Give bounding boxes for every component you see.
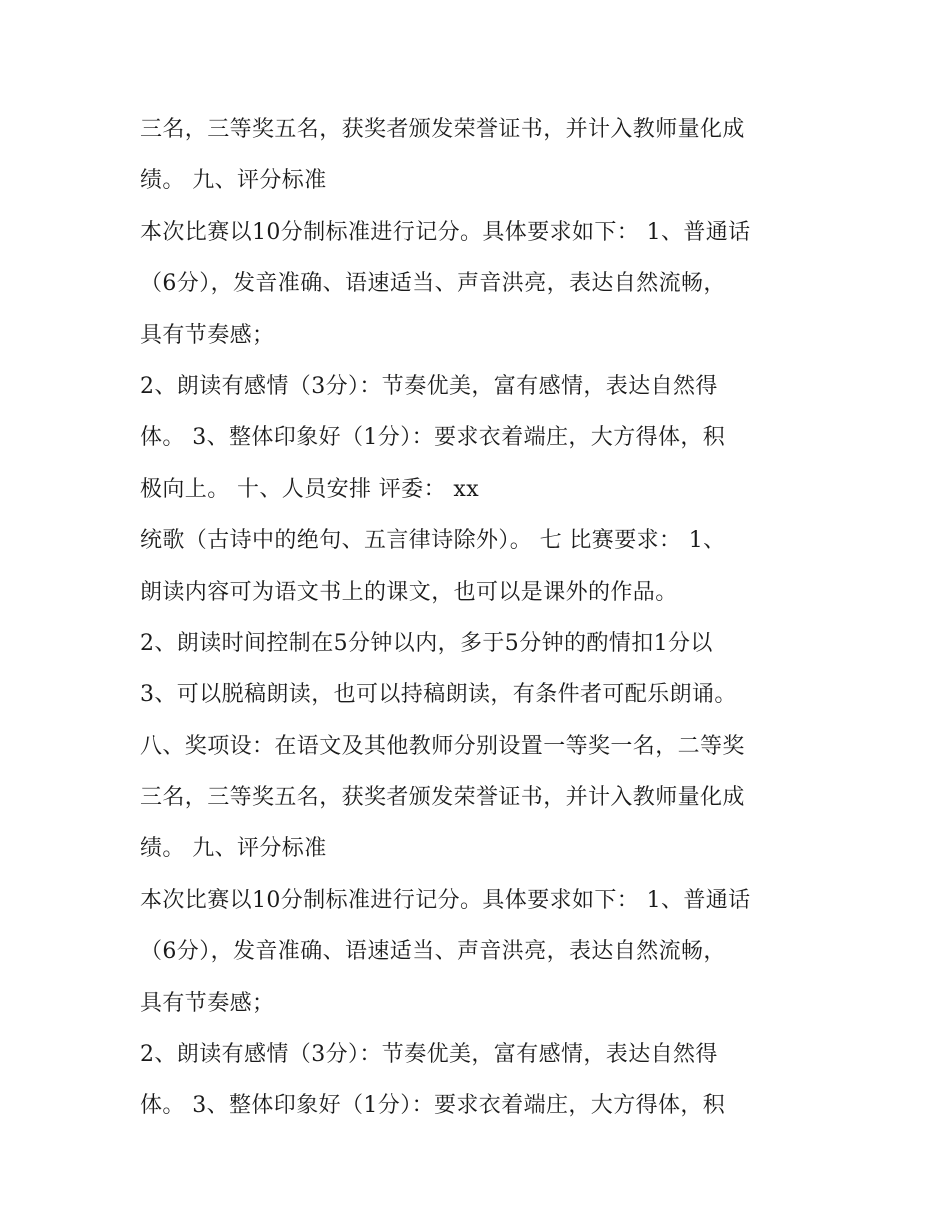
text-line: 统歌（古诗中的绝句、五言律诗除外）。 七 比赛要求： 1、 (140, 528, 726, 554)
document-body (140, 104, 830, 1132)
text-line: 八、奖项设：在语文及其他教师分别设置一等奖一名，二等奖 (140, 733, 745, 759)
text-line: 朗读内容可为语文书上的课文，也可以是课外的作品。 (140, 579, 678, 605)
text-line: 体。 3、整体印象好（1分）：要求衣着端庄，大方得体，积 (140, 1093, 726, 1119)
text-line: （6分），发音准确、语速适当、声音洪亮，表达自然流畅， (140, 271, 726, 297)
text-line: 2、朗读有感情（3分）：节奏优美，富有感情，表达自然得 (140, 1042, 718, 1068)
text-line: 绩。 九、评分标准 (140, 168, 327, 194)
text-line: 本次比赛以10分制标准进行记分。具体要求如下： 1、普通话 (140, 887, 751, 913)
text-line: 2、朗读有感情（3分）：节奏优美，富有感情，表达自然得 (140, 373, 718, 399)
text-line: 体。 3、整体印象好（1分）：要求衣着端庄，大方得体，积 (140, 425, 726, 451)
text-line: 三名，三等奖五名，获奖者颁发荣誉证书，并计入教师量化成 (140, 785, 745, 811)
text-line: 具有节奏感； (140, 322, 275, 348)
text-line: 本次比赛以10分制标准进行记分。具体要求如下： 1、普通话 (140, 219, 751, 245)
text-line: 具有节奏感； (140, 990, 275, 1016)
text-line: 绩。 九、评分标准 (140, 836, 327, 862)
text-line: 极向上。 十、人员安排 评委： xx (140, 476, 479, 502)
text-line: 2、朗读时间控制在5分钟以内，多于5分钟的酌情扣1分以 (140, 630, 713, 656)
text-line: （6分），发音准确、语速适当、声音洪亮，表达自然流畅， (140, 939, 726, 965)
text-line: 3、可以脱稿朗读，也可以持稿朗读，有条件者可配乐朗诵。 (140, 682, 737, 708)
text-line: 三名，三等奖五名，获奖者颁发荣誉证书，并计入教师量化成 (140, 117, 745, 142)
